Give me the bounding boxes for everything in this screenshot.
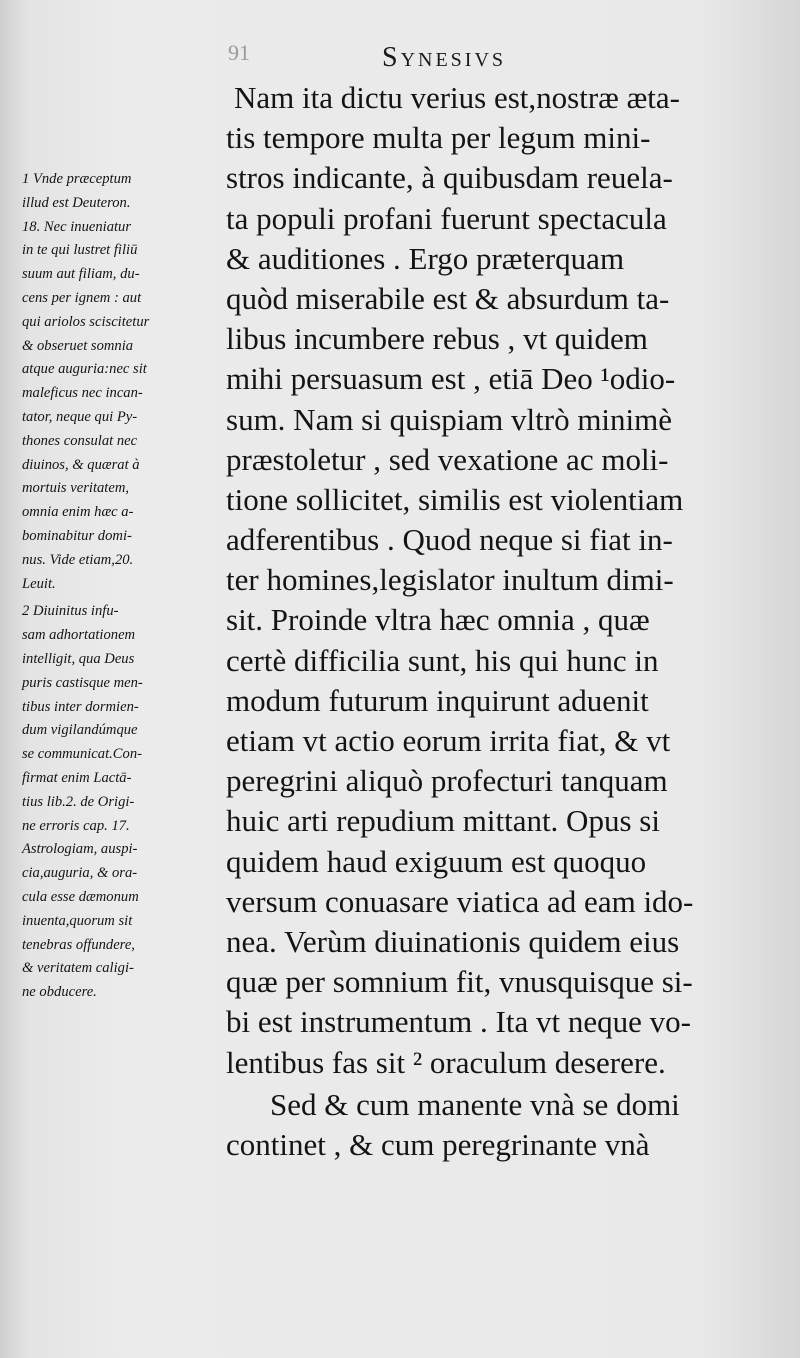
- text-line: tis tempore multa per legum mini-: [226, 120, 651, 156]
- note-line: & veritatem caligi-: [22, 960, 134, 977]
- margin-notes: [22, 168, 222, 1005]
- note-line: atque auguria:nec sit: [22, 361, 147, 378]
- page-number: 91: [228, 40, 250, 65]
- text-line: præstoletur , sed vexatione ac moli-: [226, 441, 669, 477]
- text-line: etiam vt actio eorum irrita fiat, & vt: [226, 723, 671, 758]
- text-line: huic arti repudium mittant. Opus si: [226, 803, 660, 839]
- note-line: ne erroris cap. 17.: [22, 817, 130, 834]
- text-line: Sed & cum manente vnà se domi: [270, 1086, 680, 1122]
- note-line: Astrologiam, auspi-: [22, 841, 138, 858]
- note-line: omnia enim hæc a-: [22, 504, 134, 521]
- text-line: sit. Proinde vltra hæc omnia , quæ: [226, 602, 650, 638]
- note-line: diuinos, & quærat à: [22, 456, 140, 473]
- text-line: tione sollicitet, similis est violentiam: [226, 481, 684, 517]
- note-line: in te qui lustret filiū: [22, 242, 138, 259]
- note-line: cia,auguria, & ora-: [22, 865, 138, 882]
- text-line: versum conuasare viatica ad eam ido-: [226, 883, 694, 919]
- note-line: maleficus nec incan-: [22, 385, 143, 402]
- text-line: quidem haud exiguum est quoquo: [226, 843, 647, 879]
- note-line: ne obducere.: [22, 984, 97, 1001]
- text-line: bi est instrumentum . Ita vt neque vo-: [226, 1004, 691, 1040]
- note-line: tius lib.2. de Origi-: [22, 793, 135, 810]
- text-line: certè difficilia sunt, his qui hunc in: [226, 642, 659, 678]
- note-line: 1 Vnde præceptum: [22, 171, 132, 187]
- text-line: ta populi profani fuerunt spectacula: [226, 200, 667, 236]
- text-line: quæ per somnium fit, vnusquisque si-: [226, 964, 693, 1000]
- note-line: qui ariolos sciscitetur: [22, 313, 150, 330]
- text-line: ter homines,legislator inultum dimi-: [226, 562, 674, 598]
- note-line: thones consulat nec: [22, 432, 138, 449]
- note-line: tenebras offundere,: [22, 936, 135, 953]
- main-text: [226, 78, 746, 1165]
- note-line: firmat enim Lactā-: [22, 769, 132, 786]
- note-line: tibus inter dormien-: [22, 698, 139, 715]
- text-line: adferentibus . Quod neque si fiat in-: [226, 522, 673, 558]
- note-line: 2 Diuinitus infu-: [22, 603, 119, 620]
- text-line: stros indicante, à quibusdam reuela-: [226, 160, 673, 196]
- note-line: & obseruet somnia: [22, 337, 134, 354]
- note-line: inuenta,quorum sit: [22, 912, 133, 929]
- note-line: illud est Deuteron.: [22, 194, 131, 211]
- text-line: lentibus fas sit ² oraculum deserere.: [226, 1044, 666, 1080]
- note-line: intelligit, qua Deus: [22, 650, 135, 667]
- text-line: nea. Verùm diuinationis quidem eius: [226, 923, 680, 959]
- note-line: cula esse dæmonum: [22, 888, 139, 905]
- text-line: continet , & cum peregrinante vnà: [226, 1126, 650, 1162]
- note-line: cens per ignem : aut: [22, 289, 142, 306]
- note-line: sam adhortationem: [22, 627, 136, 644]
- note-line: mortuis veritatem,: [22, 480, 130, 497]
- text-line: & auditiones . Ergo præterquam: [226, 240, 625, 276]
- note-line: Leuit.: [22, 575, 56, 592]
- text-line: mihi persuasum est , etiā Deo ¹odio-: [226, 361, 676, 397]
- note-line: tator, neque qui Py-: [22, 408, 138, 425]
- text-line: Nam ita dictu verius est,nostræ ætа-: [234, 80, 680, 115]
- text-line: libus incumbere rebus , vt quidem: [226, 321, 648, 357]
- note-line: 18. Nec inueniatur: [22, 218, 132, 235]
- running-head: Synesivs: [382, 42, 507, 73]
- note-line: puris castisque men-: [22, 674, 143, 691]
- note-line: dum vigilandúmque: [22, 722, 138, 739]
- text-line: quòd miserabile est & absurdum ta-: [226, 280, 670, 316]
- note-line: se communicat.Con-: [22, 746, 142, 763]
- text-line: modum futurum inquirunt aduenit: [226, 682, 649, 718]
- text-line: sum. Nam si quispiam vltrò minimè: [226, 401, 673, 437]
- text-line: peregrini aliquò profecturi tanquam: [226, 763, 668, 799]
- note-line: bominabitur domi-: [22, 527, 132, 544]
- note-line: nus. Vide etiam,20.: [22, 551, 134, 568]
- note-line: suum aut filiam, du-: [22, 266, 140, 283]
